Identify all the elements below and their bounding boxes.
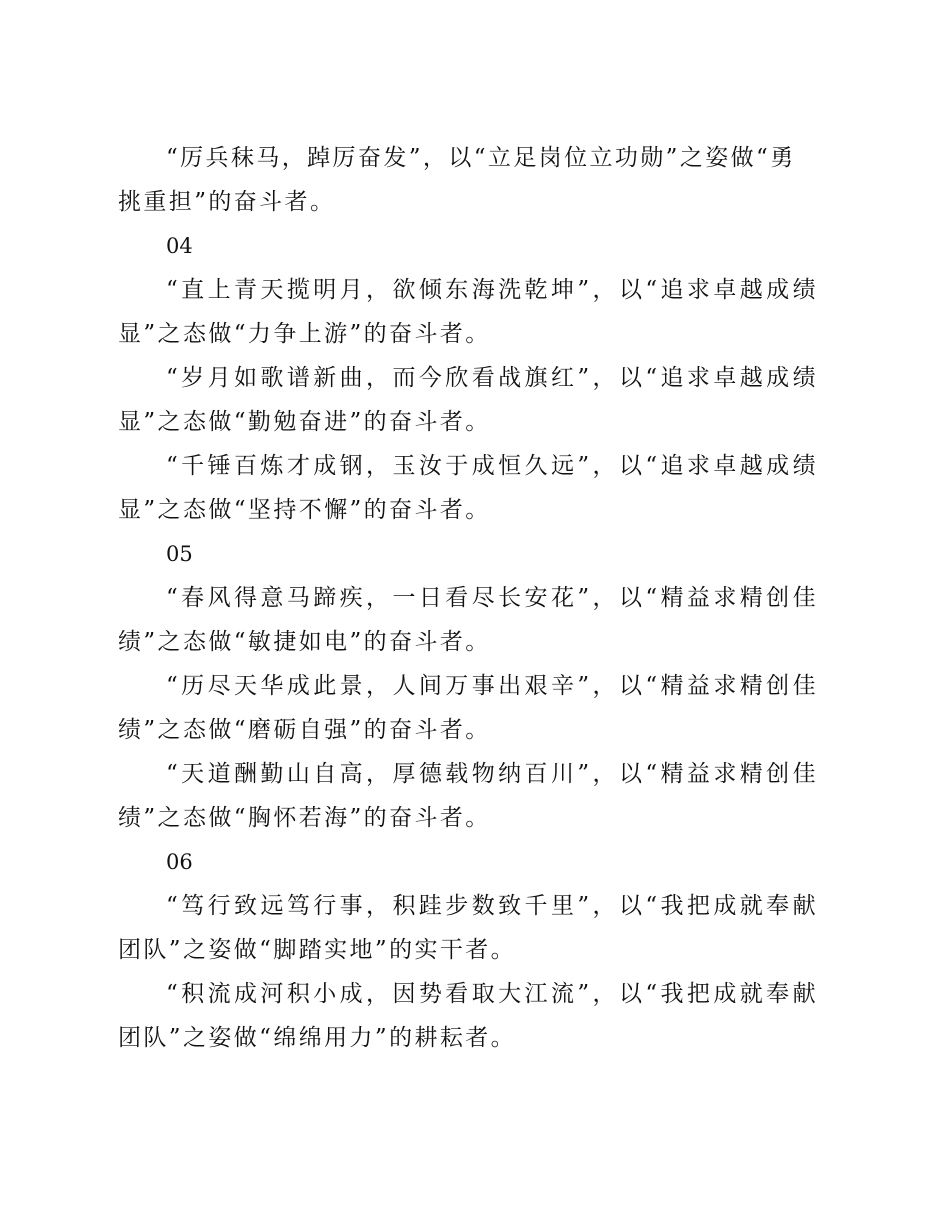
- paragraph: “厉兵秣马，踔厉奋发”，以“立足岗位立功勋”之姿做“勇挑重担”的奋斗者。: [118, 145, 796, 215]
- paragraph: “天道酬勤山自高，厚德载物纳百川”，以“精益求精创佳绩”之态做“胸怀若海”的奋斗者。: [118, 761, 818, 831]
- paragraph: “直上青天揽明月，欲倾东海洗乾坤”，以“追求卓越成绩显”之态做“力争上游”的奋斗者。: [118, 277, 818, 347]
- section-number: 05: [166, 542, 193, 566]
- paragraph: “笃行致远笃行事，积跬步数致千里”，以“我把成就奉献团队”之姿做“脚踏实地”的实干者。: [118, 893, 818, 963]
- document-body: [118, 136, 818, 1060]
- section-number: 04: [166, 234, 193, 258]
- paragraph: “岁月如歌谱新曲，而今欣看战旗红”，以“追求卓越成绩显”之态做“勤勉奋进”的奋斗者。: [118, 365, 818, 435]
- paragraph: “历尽天华成此景，人间万事出艰辛”，以“精益求精创佳绩”之态做“磨砺自强”的奋斗者。: [118, 673, 818, 743]
- paragraph: “千锤百炼才成钢，玉汝于成恒久远”，以“追求卓越成绩显”之态做“坚持不懈”的奋斗者。: [118, 453, 818, 523]
- section-number: 06: [166, 850, 193, 874]
- paragraph: “积流成河积小成，因势看取大江流”，以“我把成就奉献团队”之姿做“绵绵用力”的耕耘者。: [118, 981, 818, 1051]
- paragraph: “春风得意马蹄疾，一日看尽长安花”，以“精益求精创佳绩”之态做“敏捷如电”的奋斗者。: [118, 585, 818, 655]
